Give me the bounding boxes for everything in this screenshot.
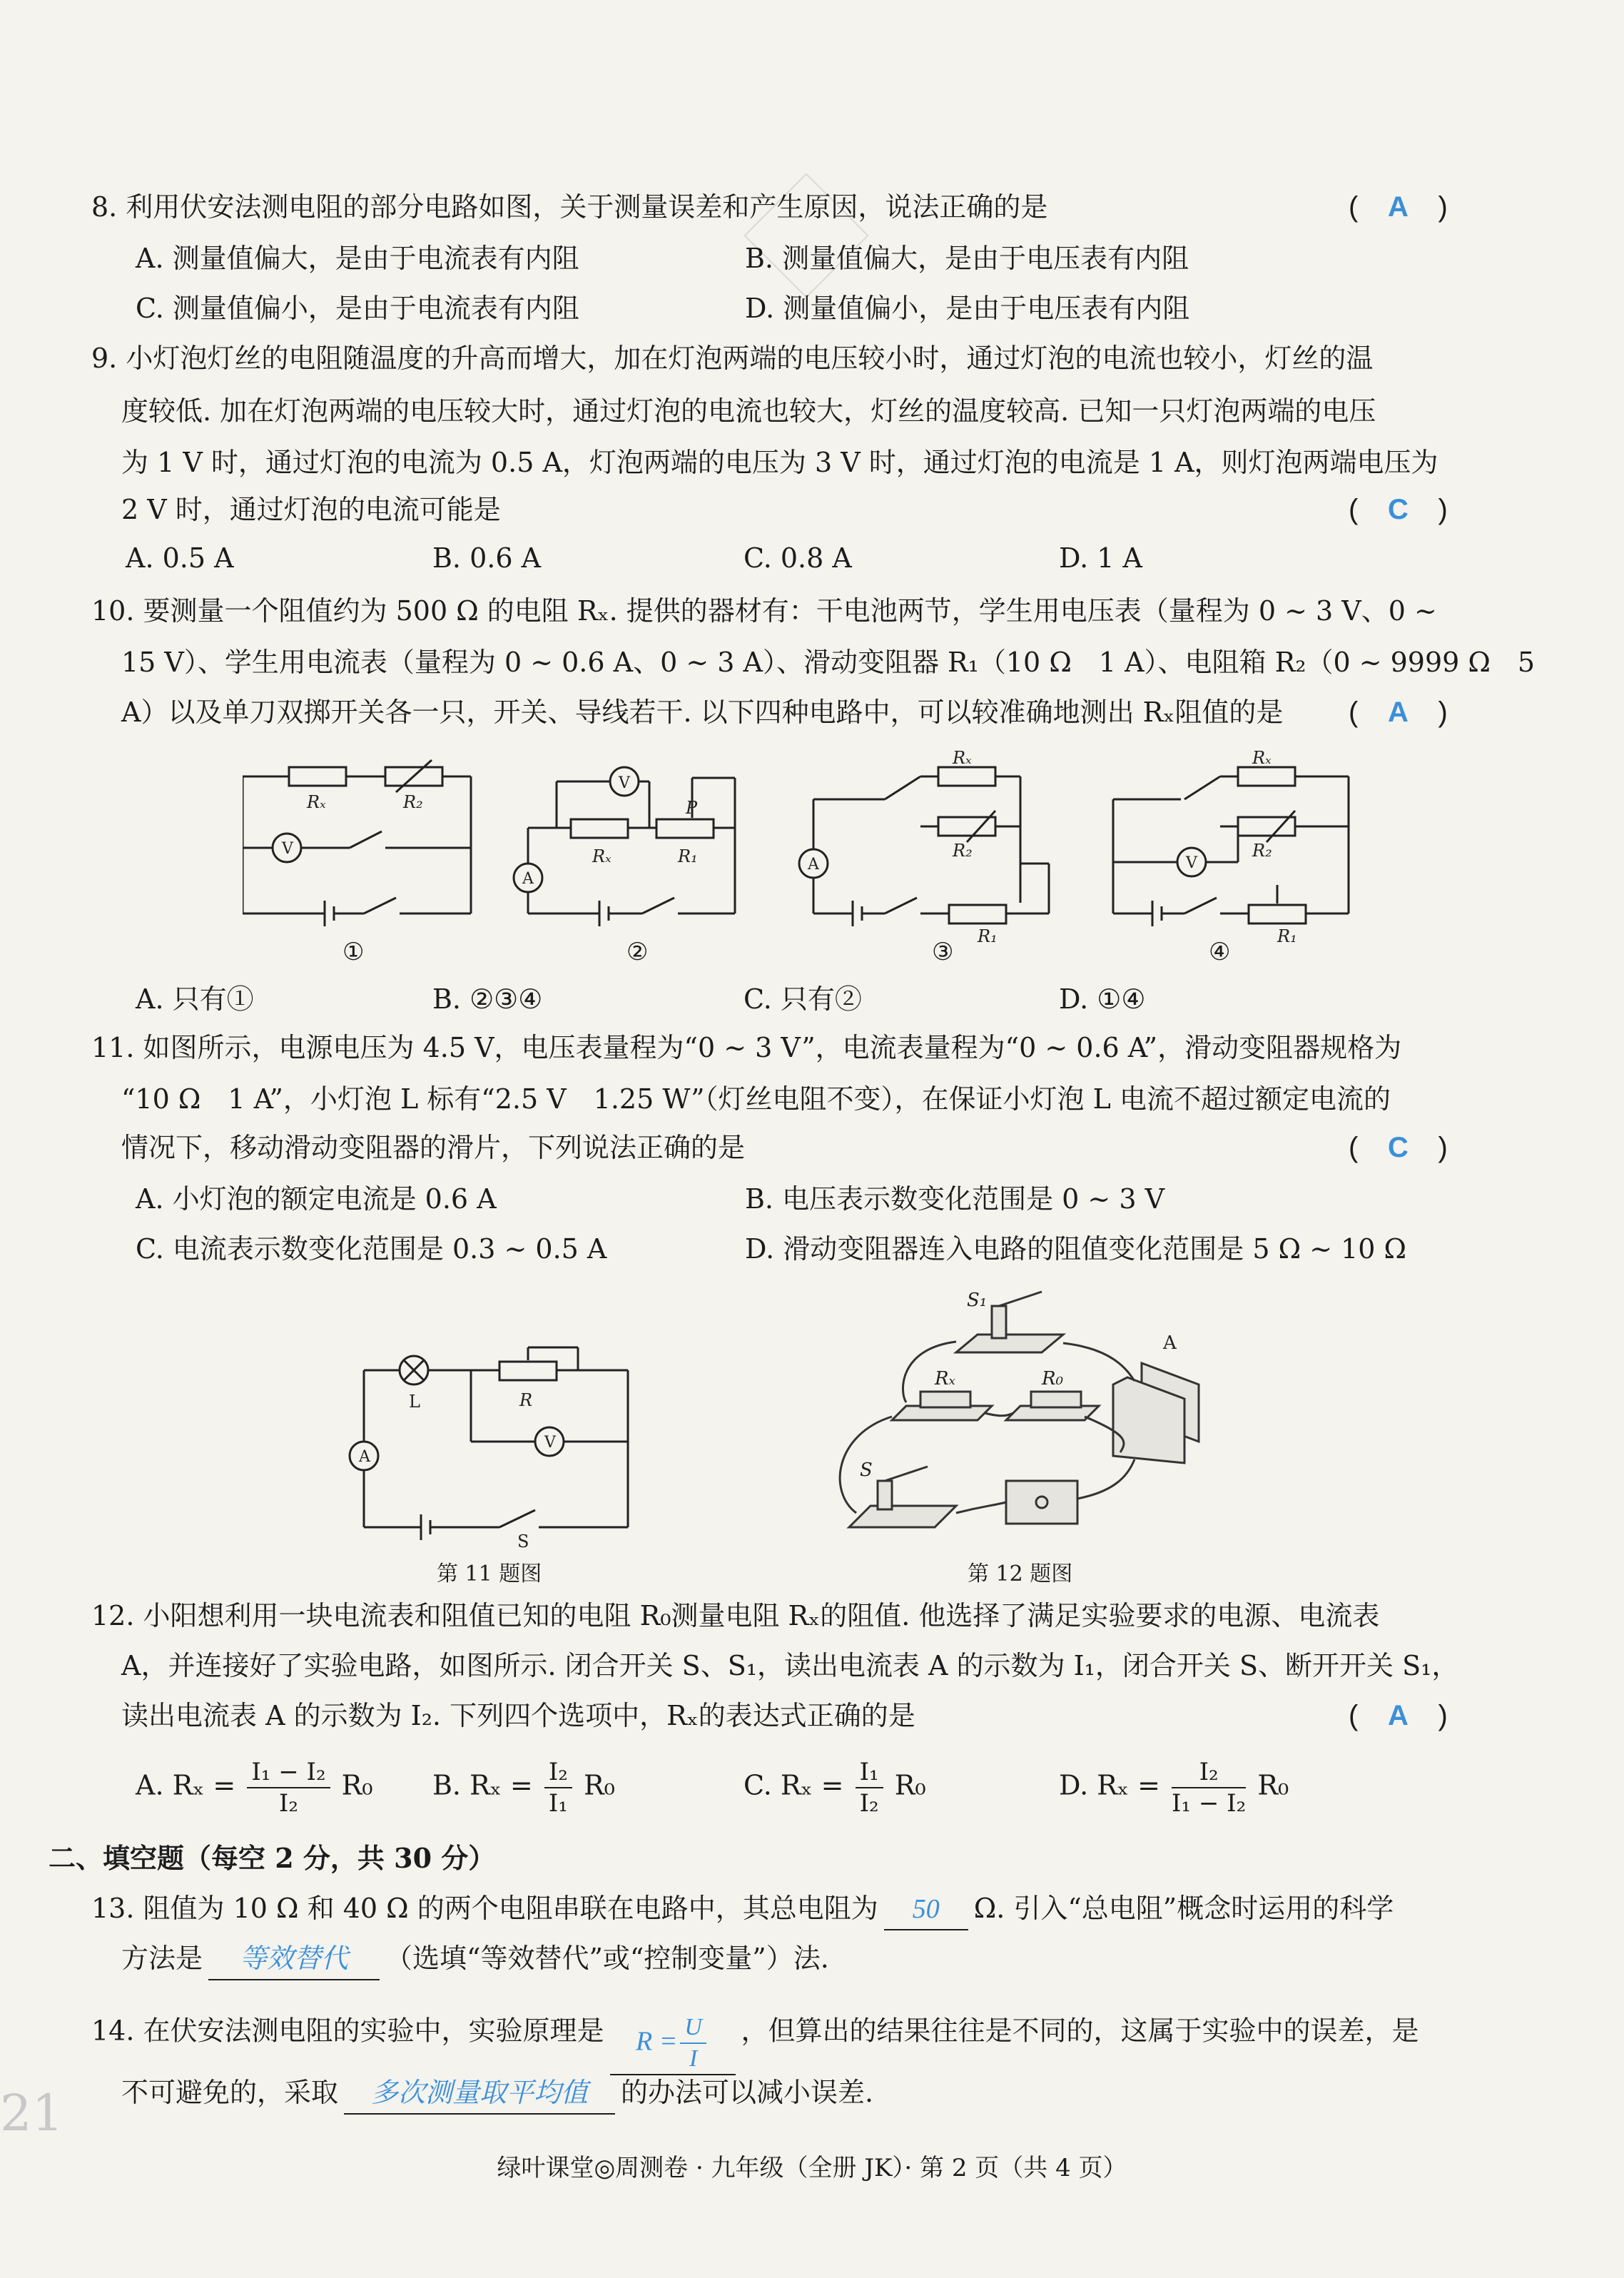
q14-formula-fraction <box>680 2013 706 2074</box>
q12-line-2: A，并连接好了实验电路，如图所示. 闭合开关 S、S₁，读出电流表 A 的示数为 I₁，闭合开关 S、断开开关 S₁， <box>121 1650 1459 1681</box>
fig-label-2: ② <box>626 938 649 966</box>
q11-option-a: A. 小灯泡的额定电流是 0.6 A <box>136 1183 497 1215</box>
q12-option-d-den: I₁ − I₂ <box>1172 1789 1247 1818</box>
svg-text:Rₓ: Rₓ <box>592 846 611 866</box>
q12-option-c-label: C. Rₓ = <box>744 1769 844 1801</box>
q12-option-d-fraction <box>1172 1757 1246 1818</box>
q11-option-b: B. 电压表示数变化范围是 0 ~ 3 V <box>745 1183 1165 1215</box>
q9-line-1: 9. 小灯泡灯丝的电阻随温度的升高而增大，加在灯泡两端的电压较小时，通过灯泡的电流也较小，灯丝的温 <box>91 343 1374 374</box>
q10-line-1: 10. 要测量一个阻值约为 500 Ω 的电阻 Rₓ. 提供的器材有：干电池两节，学生用电压表（量程为 0 ~ 3 V、0 ~ <box>91 595 1437 627</box>
q13-blank1-answer: 50 <box>912 1894 940 1924</box>
q13-part2: Ω. 引入“总电阻”概念时运用的科学 <box>973 1893 1394 1924</box>
svg-text:A: A <box>1163 1332 1177 1354</box>
q12-option-c-fraction <box>856 1757 883 1818</box>
q9-answer-value: C <box>1387 494 1409 525</box>
q10-circuit-diagrams <box>243 742 1413 971</box>
q9-line-3: 为 1 V 时，通过灯泡的电流为 0.5 A，灯泡两端的电压为 3 V 时，通过灯泡的电流是 1 A，则灯泡两端电压为 <box>121 447 1438 478</box>
svg-text:S₁: S₁ <box>967 1290 988 1311</box>
q12-option-d-label: D. Rₓ = <box>1059 1769 1160 1801</box>
fig11-circuit <box>342 1342 642 1549</box>
q12-option-c-den: I₂ <box>859 1789 879 1818</box>
q12-option-c <box>744 1757 926 1818</box>
q11-line-3: 情况下，移动滑动变阻器的滑片，下列说法正确的是 <box>121 1132 746 1163</box>
q14-line-2 <box>121 2072 873 2115</box>
q9-answer: ( C ) <box>1349 490 1448 530</box>
svg-text:A: A <box>808 856 819 874</box>
q11-answer: ( C ) <box>1349 1128 1448 1168</box>
section-2-heading: 二、填空题（每空 2 分，共 30 分） <box>49 1842 496 1874</box>
q14-formula-den: I <box>689 2045 698 2072</box>
q14-formula-num: U <box>680 2013 706 2044</box>
q10-answer-value: A <box>1387 697 1409 728</box>
q13-part3: 方法是 <box>121 1943 203 1974</box>
fig-label-1: ① <box>342 938 365 966</box>
q11-line-1: 11. 如图所示，电源电压为 4.5 V，电压表量程为“0 ~ 3 V”，电流表量程为“0 ~ 0.6 A”，滑动变阻器规格为 <box>91 1032 1402 1063</box>
q14-blank-formula[interactable] <box>610 2013 736 2075</box>
q13-blank2[interactable] <box>208 1938 380 1980</box>
svg-text:R₁: R₁ <box>978 926 998 946</box>
q12-option-b-den: I₁ <box>548 1789 568 1818</box>
q13-part1: 13. 阻值为 10 Ω 和 40 Ω 的两个电阻串联在电路中，其总电阻为 <box>91 1893 878 1924</box>
svg-text:R: R <box>519 1390 533 1410</box>
q12-option-b-num: I₂ <box>544 1757 572 1788</box>
svg-text:V: V <box>619 774 630 792</box>
q8-answer-value: A <box>1387 191 1409 223</box>
q11-line-2: “10 Ω 1 A”，小灯泡 L 标有“2.5 V 1.25 W”（灯丝电阻不变），在保证小灯泡 L 电流不超过额定电流的 <box>121 1083 1391 1115</box>
svg-text:R₂: R₂ <box>1252 841 1272 861</box>
q13-blank1[interactable] <box>884 1888 968 1930</box>
q13-part4: （选填“等效替代”或“控制变量”）法. <box>385 1943 829 1974</box>
fig11-caption: 第 11 题图 <box>437 1561 542 1586</box>
svg-text:A: A <box>359 1448 370 1466</box>
q10-option-b: B. ②③④ <box>432 983 543 1015</box>
q14-part1: 14. 在伏安法测电阻的实验中，实验原理是 <box>91 2015 604 2047</box>
q12-option-d <box>1059 1757 1289 1818</box>
q13-blank2-answer: 等效替代 <box>240 1944 349 1974</box>
svg-text:L: L <box>409 1392 420 1412</box>
q14-formula-lhs: R = <box>636 2026 678 2057</box>
q12-option-a <box>136 1757 373 1818</box>
q9-option-c: C. 0.8 A <box>744 542 852 574</box>
svg-text:R₁: R₁ <box>1277 926 1297 946</box>
q14-blank[interactable] <box>344 2072 615 2115</box>
circuit-4 <box>1113 767 1349 926</box>
svg-text:R₂: R₂ <box>403 792 423 812</box>
svg-text:V: V <box>1186 854 1197 872</box>
q10-line-3: A）以及单刀双掷开关各一只，开关、导线若干. 以下四种电路中，可以较准确地测出 Rₓ阻值的是 <box>121 697 1284 728</box>
q12-option-b-tail: R₀ <box>583 1769 615 1801</box>
q8-option-d: D. 测量值偏小，是由于电压表有内阻 <box>745 293 1190 324</box>
svg-text:S: S <box>517 1532 529 1549</box>
q14-blank-answer: 多次测量取平均值 <box>371 2078 589 2108</box>
q12-option-a-den: I₂ <box>278 1789 298 1818</box>
q11-answer-value: C <box>1387 1132 1409 1163</box>
q12-answer: ( A ) <box>1349 1696 1448 1736</box>
q12-line-1: 12. 小阳想利用一块电流表和阻值已知的电阻 R₀测量电阻 Rₓ的阻值. 他选择了满足实验要求的电源、电流表 <box>91 1600 1380 1631</box>
q12-option-b-label: B. Rₓ = <box>432 1769 533 1801</box>
q12-option-c-num: I₁ <box>856 1757 883 1788</box>
q12-answer-value: A <box>1387 1700 1409 1731</box>
q12-option-a-num: I₁ − I₂ <box>247 1757 330 1788</box>
q10-option-c: C. 只有② <box>744 983 862 1015</box>
q9-line-4: 2 V 时，通过灯泡的电流可能是 <box>121 494 501 525</box>
q12-option-c-tail: R₀ <box>894 1769 926 1801</box>
q8-option-b: B. 测量值偏大，是由于电压表有内阻 <box>745 243 1189 274</box>
q9-option-a: A. 0.5 A <box>126 542 234 574</box>
q10-option-d: D. ①④ <box>1059 983 1146 1015</box>
q13-line-1 <box>91 1888 1394 1930</box>
svg-text:V: V <box>282 840 293 858</box>
svg-text:Rₓ: Rₓ <box>1252 748 1272 768</box>
svg-text:V: V <box>544 1434 556 1452</box>
svg-text:P: P <box>686 798 698 818</box>
q9-option-b: B. 0.6 A <box>432 542 542 574</box>
q14-part2: ，但算出的结果往往是不同的，这属于实验中的误差，是 <box>741 2015 1419 2047</box>
svg-text:Rₓ: Rₓ <box>935 1368 955 1389</box>
circuit-3 <box>799 767 1049 926</box>
fig12-caption: 第 12 题图 <box>968 1561 1073 1586</box>
q10-answer: ( A ) <box>1349 692 1448 732</box>
q9-option-d: D. 1 A <box>1059 542 1142 574</box>
q8-stem: 8. 利用伏安法测电阻的部分电路如图，关于测量误差和产生原因，说法正确的是 <box>91 191 1048 223</box>
page-edge-mark: 21 <box>0 2084 64 2142</box>
svg-text:R₂: R₂ <box>953 841 973 861</box>
q11-option-d: D. 滑动变阻器连入电路的阻值变化范围是 5 Ω ~ 10 Ω <box>745 1233 1407 1265</box>
fig-label-4: ④ <box>1209 938 1231 966</box>
q10-line-2: 15 V）、学生用电流表（量程为 0 ~ 0.6 A、0 ~ 3 A）、滑动变阻器 R₁（10 Ω 1 A）、电阻箱 R₂（0 ~ 9999 Ω 5 <box>121 647 1536 678</box>
q8-answer: ( A ) <box>1349 187 1448 227</box>
q14-line-1 <box>91 2003 1419 2072</box>
svg-text:Rₓ: Rₓ <box>953 748 972 768</box>
q13-line-2 <box>121 1938 829 1980</box>
page-footer: 绿叶课堂◎周测卷 · 九年级（全册 JK）· 第 2 页（共 4 页） <box>497 2154 1127 2182</box>
fig-label-3: ③ <box>932 938 954 966</box>
q12-option-b-fraction <box>544 1757 572 1818</box>
q8-option-a: A. 测量值偏大，是由于电流表有内阻 <box>136 243 579 274</box>
q12-option-a-tail: R₀ <box>341 1769 373 1801</box>
svg-text:S: S <box>860 1459 873 1481</box>
q12-option-b <box>432 1757 615 1818</box>
svg-text:A: A <box>522 870 534 888</box>
q12-option-d-num: I₂ <box>1172 1757 1246 1788</box>
q9-line-2: 度较低. 加在灯泡两端的电压较大时，通过灯泡的电流也较大，灯丝的温度较高. 已知一只灯泡两端的电压 <box>121 395 1376 427</box>
fig12-apparatus <box>828 1277 1227 1549</box>
q12-option-a-label: A. Rₓ = <box>136 1769 236 1801</box>
q14-part3: 不可避免的，采取 <box>121 2077 339 2108</box>
q14-part4: 的办法可以减小误差. <box>621 2077 874 2108</box>
q12-line-3: 读出电流表 A 的示数为 I₂. 下列四个选项中，Rₓ的表达式正确的是 <box>121 1700 915 1731</box>
q12-option-d-tail: R₀ <box>1257 1769 1289 1801</box>
svg-text:R₀: R₀ <box>1042 1368 1063 1389</box>
q10-option-a: A. 只有① <box>136 983 254 1015</box>
svg-text:R₁: R₁ <box>678 846 698 866</box>
circuit-1 <box>243 760 471 926</box>
q11-option-c: C. 电流表示数变化范围是 0.3 ~ 0.5 A <box>136 1233 607 1265</box>
q12-option-a-fraction <box>247 1757 330 1818</box>
q8-option-c: C. 测量值偏小，是由于电流表有内阻 <box>136 293 579 324</box>
svg-text:Rₓ: Rₓ <box>307 792 326 812</box>
